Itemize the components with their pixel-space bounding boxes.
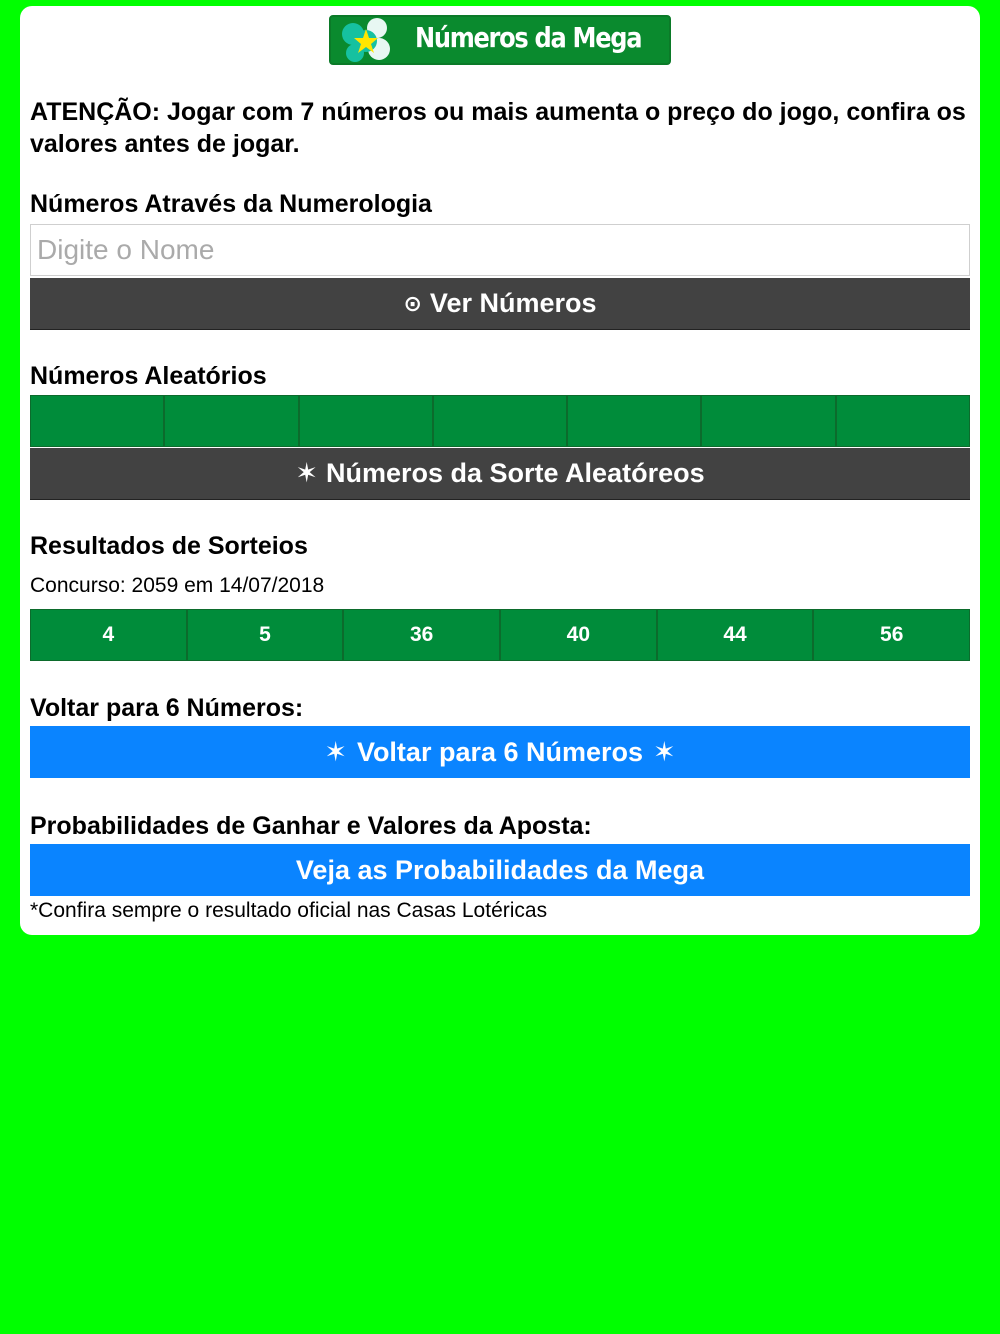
name-input[interactable]: [30, 224, 970, 276]
random-numbers-row: [30, 395, 970, 447]
random-number-slot: [299, 395, 433, 447]
voltar-6-numeros-button[interactable]: [30, 726, 970, 778]
result-numbers-row: [30, 609, 970, 661]
clover-star-icon: [333, 17, 413, 63]
concurso-info: Concurso: 2059 em 14/07/2018: [30, 574, 325, 597]
random-number-slot: [701, 395, 835, 447]
result-number: 5: [187, 609, 344, 661]
random-number-slot: [567, 395, 701, 447]
numerologia-heading: Números Através da Numerologia: [30, 190, 432, 218]
probabilidades-button[interactable]: [30, 844, 970, 896]
app-logo: [329, 15, 671, 65]
ver-numeros-label: Ver Números: [429, 288, 597, 318]
result-number: 36: [343, 609, 500, 661]
random-number-slot: [836, 395, 970, 447]
star-icon: ✶: [295, 458, 318, 488]
logo-title: Números da Mega: [415, 21, 642, 54]
voltar-label: Voltar para 6 Números: [356, 736, 644, 767]
ver-numeros-button[interactable]: [30, 278, 970, 330]
star-icon: ✶: [653, 736, 676, 767]
result-number: 4: [30, 609, 187, 661]
numeros-aleatorios-label: Números da Sorte Aleatóreos: [326, 458, 705, 488]
result-number: 40: [500, 609, 657, 661]
footnote: *Confira sempre o resultado oficial nas Casas Lotéricas: [30, 899, 548, 922]
random-number-slot: [30, 395, 164, 447]
random-number-slot: [433, 395, 567, 447]
numeros-aleatorios-button[interactable]: [30, 448, 970, 500]
probabilidades-label: Veja as Probabilidades da Mega: [295, 854, 705, 885]
voltar-heading: Voltar para 6 Números:: [30, 694, 304, 722]
target-icon: ⊙: [403, 290, 422, 316]
resultados-heading: Resultados de Sorteios: [30, 532, 308, 560]
probabilidades-heading: Probabilidades de Ganhar e Valores da Aposta:: [30, 812, 592, 840]
main-card: [20, 6, 980, 935]
aleatorios-heading: Números Aleatórios: [30, 362, 267, 390]
price-warning: ATENÇÃO: Jogar com 7 números ou mais aumenta o preço do jogo, confira os valores antes de jogar.: [30, 98, 966, 158]
random-number-slot: [164, 395, 298, 447]
star-icon: ✶: [324, 736, 347, 767]
result-number: 56: [813, 609, 970, 661]
result-number: 44: [657, 609, 814, 661]
